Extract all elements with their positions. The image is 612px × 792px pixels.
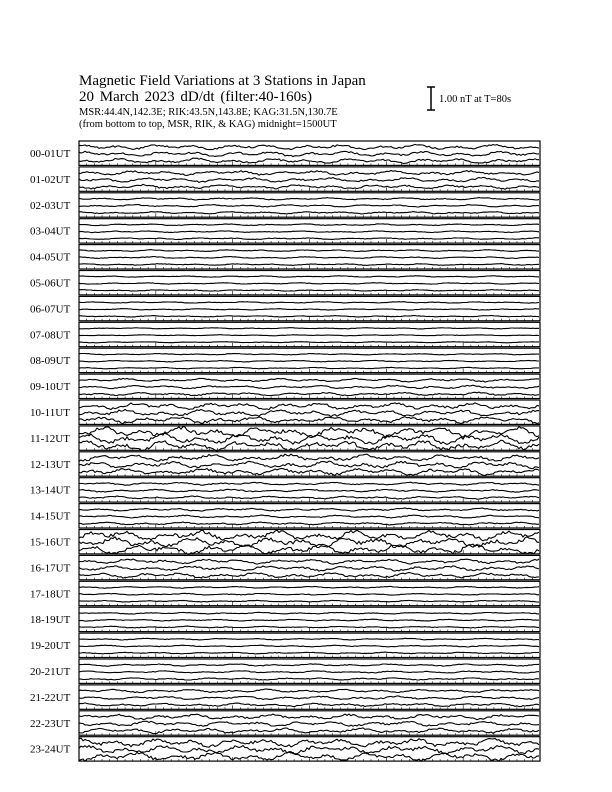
station-trace-RIK (79, 205, 539, 207)
row-label: 16-17UT (30, 562, 71, 575)
scale-label: 1.00 nT at T=80s (439, 94, 512, 105)
station-trace-KAG (79, 559, 539, 564)
station-trace-MSR (79, 728, 539, 734)
row-label: 04-05UT (30, 251, 71, 264)
station-trace-MSR (79, 522, 539, 525)
station-trace-MSR (79, 184, 539, 189)
station-trace-KAG (79, 403, 539, 410)
station-trace-KAG (79, 530, 539, 541)
station-trace-MSR (79, 600, 539, 602)
station-trace-RIK (79, 409, 539, 416)
station-trace-RIK (79, 671, 539, 673)
station-trace-RIK (79, 566, 539, 571)
row-label: 01-02UT (30, 173, 71, 186)
station-trace-MSR (79, 367, 539, 369)
station-trace-MSR (79, 626, 539, 628)
row-label: 17-18UT (30, 588, 71, 601)
row-label: 05-06UT (30, 277, 71, 290)
row-label: 21-22UT (30, 691, 71, 704)
row-label: 20-21UT (30, 666, 71, 678)
date-filter-line: 20 March 2023 dD/dt (filter:40-160s) (79, 89, 312, 105)
station-trace-RIK (79, 489, 539, 492)
station-trace-RIK (79, 177, 539, 182)
station-trace-RIK (79, 231, 539, 233)
station-trace-RIK (79, 335, 539, 336)
station-trace-KAG (79, 482, 539, 485)
station-trace-MSR (79, 678, 539, 680)
station-trace-RIK (79, 721, 539, 726)
station-trace-KAG (79, 378, 539, 382)
station-trace-RIK (79, 309, 539, 311)
row-label: 19-20UT (30, 640, 71, 653)
row-label: 13-14UT (30, 484, 71, 497)
station-trace-KAG (79, 328, 539, 329)
station-trace-RIK (79, 515, 539, 518)
station-trace-RIK (79, 593, 539, 595)
station-trace-KAG (79, 171, 539, 176)
station-trace-MSR (79, 652, 539, 654)
station-trace-RIK (79, 619, 539, 621)
station-trace-KAG (79, 250, 539, 252)
order-line: (from bottom to top, MSR, RIK, & KAG) midnight=1500UT (79, 119, 337, 130)
station-trace-RIK (79, 461, 539, 469)
station-trace-KAG (79, 454, 539, 461)
station-trace-KAG (79, 714, 539, 720)
station-trace-MSR (79, 238, 539, 240)
station-trace-KAG (79, 302, 539, 304)
station-trace-MSR (79, 158, 539, 163)
station-trace-RIK (79, 746, 539, 755)
station-trace-MSR (79, 212, 539, 214)
station-trace-MSR (79, 342, 539, 343)
row-label: 11-12UT (30, 432, 70, 445)
station-trace-MSR (79, 703, 539, 707)
station-trace-MSR (79, 392, 539, 396)
row-label: 07-08UT (30, 329, 71, 342)
station-trace-RIK (79, 696, 539, 700)
row-label: 08-09UT (30, 355, 71, 368)
station-trace-MSR (79, 264, 539, 266)
station-trace-KAG (79, 738, 539, 747)
station-trace-KAG (79, 689, 539, 693)
station-trace-KAG (79, 198, 539, 200)
row-label: 12-13UT (30, 458, 71, 471)
chart-title: Magnetic Field Variations at 3 Stations in Japan (79, 73, 366, 89)
row-label: 09-10UT (30, 381, 71, 394)
row-label: 10-11UT (30, 407, 70, 419)
station-trace-RIK (79, 151, 539, 156)
row-label: 02-03UT (30, 199, 71, 212)
station-trace-KAG (79, 612, 539, 614)
station-trace-MSR (79, 290, 539, 292)
station-trace-RIK (79, 645, 539, 647)
station-trace-RIK (79, 283, 539, 285)
station-trace-KAG (79, 224, 539, 226)
row-label: 15-16UT (30, 536, 71, 549)
station-trace-MSR (79, 496, 539, 499)
station-trace-KAG (79, 144, 539, 149)
row-label: 22-23UT (30, 717, 71, 730)
station-trace-KAG (79, 586, 539, 588)
station-trace-KAG (79, 354, 539, 356)
row-label: 06-07UT (30, 303, 71, 316)
stations-line: MSR:44.4N,142.3E; RIK:43.5N,143.8E; KAG:31.5N,130.7E (79, 107, 338, 118)
row-label: 00-01UT (30, 148, 71, 160)
station-trace-MSR (79, 573, 539, 579)
station-trace-KAG (79, 664, 539, 667)
station-trace-KAG (79, 508, 539, 511)
station-trace-RIK (79, 360, 539, 362)
row-label: 14-15UT (30, 510, 71, 523)
station-trace-MSR (79, 316, 539, 318)
row-label: 23-24UT (30, 743, 71, 756)
station-trace-KAG (79, 276, 539, 278)
row-label: 18-19UT (30, 614, 71, 627)
station-trace-RIK (79, 257, 539, 259)
station-trace-KAG (79, 638, 539, 640)
station-trace-RIK (79, 385, 539, 388)
row-label: 03-04UT (30, 225, 71, 238)
